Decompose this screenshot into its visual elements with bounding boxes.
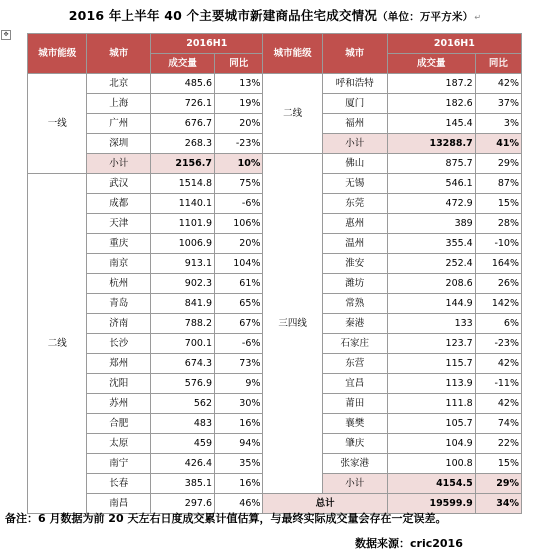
header-volume-right: 成交量 [387,54,475,74]
yoy-cell: 73% [215,354,263,374]
city-name: 长春 [87,474,151,494]
volume-cell: 841.9 [151,294,215,314]
city-name: 厦门 [322,94,387,114]
header-yoy-right: 同比 [475,54,521,74]
tier-label-tier1: 一线 [28,74,87,174]
volume-cell: 902.3 [151,274,215,294]
yoy-cell: 29% [475,154,521,174]
city-name: 张家港 [322,454,387,474]
tier-label-tier3: 三四线 [263,154,322,494]
title-unit: （单位：万平方米） [377,11,474,23]
city-name: 常熟 [322,294,387,314]
volume-cell: 913.1 [151,254,215,274]
city-name: 南宁 [87,454,151,474]
volume-cell: 100.8 [387,454,475,474]
subtotal-volume: 13288.7 [387,134,475,154]
data-source: 数据来源：cric2016 [355,537,463,550]
city-name: 武汉 [87,174,151,194]
volume-cell: 104.9 [387,434,475,454]
subtotal-yoy: 10% [215,154,263,174]
yoy-cell: 22% [475,434,521,454]
yoy-cell: 142% [475,294,521,314]
volume-cell: 252.4 [387,254,475,274]
city-name: 重庆 [87,234,151,254]
volume-cell: 208.6 [387,274,475,294]
yoy-cell: 164% [475,254,521,274]
city-name: 东营 [322,354,387,374]
volume-cell: 1006.9 [151,234,215,254]
subtotal-yoy: 29% [475,474,521,494]
volume-cell: 546.1 [387,174,475,194]
city-name: 肇庆 [322,434,387,454]
subtotal-yoy: 41% [475,134,521,154]
yoy-cell: 28% [475,214,521,234]
paragraph-mark-icon: ↵ [474,13,482,22]
volume-cell: 1101.9 [151,214,215,234]
subtotal-label: 小计 [322,134,387,154]
volume-cell: 875.7 [387,154,475,174]
total-volume: 19599.9 [387,494,475,514]
yoy-cell: -6% [215,334,263,354]
yoy-cell: 74% [475,414,521,434]
yoy-cell: -10% [475,234,521,254]
volume-cell: 576.9 [151,374,215,394]
header-city-left: 城市 [87,34,151,74]
volume-cell: 111.8 [387,394,475,414]
city-name: 北京 [87,74,151,94]
volume-cell: 676.7 [151,114,215,134]
volume-cell: 389 [387,214,475,234]
header-period-left: 2016H1 [151,34,263,54]
yoy-cell: 46% [215,494,263,514]
city-name: 东莞 [322,194,387,214]
city-name: 南昌 [87,494,151,514]
city-name: 佛山 [322,154,387,174]
volume-cell: 483 [151,414,215,434]
city-name: 惠州 [322,214,387,234]
table-row [28,74,522,94]
volume-cell: 182.6 [387,94,475,114]
total-yoy: 34% [475,494,521,514]
yoy-cell: 104% [215,254,263,274]
table-title [0,6,550,24]
header-yoy-left: 同比 [215,54,263,74]
city-name: 襄樊 [322,414,387,434]
volume-cell: 145.4 [387,114,475,134]
yoy-cell: 19% [215,94,263,114]
city-name: 长沙 [87,334,151,354]
yoy-cell: 20% [215,114,263,134]
yoy-cell: 20% [215,234,263,254]
volume-cell: 459 [151,434,215,454]
city-name: 呼和浩特 [322,74,387,94]
volume-cell: 123.7 [387,334,475,354]
yoy-cell: 61% [215,274,263,294]
total-label: 总计 [263,494,387,514]
volume-cell: 268.3 [151,134,215,154]
header-row-1 [28,34,522,54]
header-period-right: 2016H1 [387,34,521,54]
yoy-cell: -23% [475,334,521,354]
table-body [28,74,522,514]
city-name: 石家庄 [322,334,387,354]
volume-cell: 187.2 [387,74,475,94]
yoy-cell: 65% [215,294,263,314]
volume-cell: 144.9 [387,294,475,314]
city-name: 温州 [322,234,387,254]
header-tier-right: 城市能级 [263,34,322,74]
yoy-cell: 15% [475,194,521,214]
volume-cell: 1514.8 [151,174,215,194]
city-name: 秦港 [322,314,387,334]
volume-cell: 485.6 [151,74,215,94]
city-name: 沈阳 [87,374,151,394]
subtotal-volume: 4154.5 [387,474,475,494]
volume-cell: 133 [387,314,475,334]
yoy-cell: 94% [215,434,263,454]
volume-cell: 105.7 [387,414,475,434]
city-name: 青岛 [87,294,151,314]
footnote: 备注：6 月数据为前 20 天左右日度成交累计值估算，与最终实际成交量会存在一定误差。 [5,512,447,525]
city-name: 郑州 [87,354,151,374]
city-name: 济南 [87,314,151,334]
volume-cell: 385.1 [151,474,215,494]
yoy-cell: 35% [215,454,263,474]
yoy-cell: 42% [475,354,521,374]
tier-label-tier2-right: 二线 [263,74,322,154]
city-sales-table [27,33,522,514]
yoy-cell: -6% [215,194,263,214]
city-name: 广州 [87,114,151,134]
subtotal-label: 小计 [87,154,151,174]
volume-cell: 788.2 [151,314,215,334]
volume-cell: 700.1 [151,334,215,354]
volume-cell: 297.6 [151,494,215,514]
yoy-cell: 16% [215,414,263,434]
city-name: 宜昌 [322,374,387,394]
city-name: 苏州 [87,394,151,414]
yoy-cell: 13% [215,74,263,94]
yoy-cell: 26% [475,274,521,294]
table-anchor-icon[interactable]: ✥ [1,30,11,40]
table-row [28,154,522,174]
yoy-cell: 9% [215,374,263,394]
yoy-cell: 87% [475,174,521,194]
yoy-cell: -11% [475,374,521,394]
yoy-cell: 3% [475,114,521,134]
city-name: 太原 [87,434,151,454]
header-tier-left: 城市能级 [28,34,87,74]
yoy-cell: 42% [475,74,521,94]
city-name: 成都 [87,194,151,214]
volume-cell: 674.3 [151,354,215,374]
subtotal-volume: 2156.7 [151,154,215,174]
city-name: 深圳 [87,134,151,154]
city-name: 上海 [87,94,151,114]
city-name: 莆田 [322,394,387,414]
city-name: 淮安 [322,254,387,274]
yoy-cell: 67% [215,314,263,334]
city-name: 南京 [87,254,151,274]
yoy-cell: 16% [215,474,263,494]
yoy-cell: 37% [475,94,521,114]
volume-cell: 115.7 [387,354,475,374]
title-main: 2016 年上半年 40 个主要城市新建商品住宅成交情况 [68,8,378,23]
yoy-cell: 15% [475,454,521,474]
yoy-cell: 106% [215,214,263,234]
volume-cell: 562 [151,394,215,414]
header-volume-left: 成交量 [151,54,215,74]
volume-cell: 355.4 [387,234,475,254]
yoy-cell: 75% [215,174,263,194]
city-name: 合肥 [87,414,151,434]
city-name: 潍坊 [322,274,387,294]
city-name: 天津 [87,214,151,234]
header-city-right: 城市 [322,34,387,74]
yoy-cell: 30% [215,394,263,414]
yoy-cell: 42% [475,394,521,414]
subtotal-label: 小计 [322,474,387,494]
volume-cell: 1140.1 [151,194,215,214]
city-name: 无锡 [322,174,387,194]
yoy-cell: 6% [475,314,521,334]
volume-cell: 426.4 [151,454,215,474]
city-name: 杭州 [87,274,151,294]
volume-cell: 726.1 [151,94,215,114]
yoy-cell: -23% [215,134,263,154]
city-name: 福州 [322,114,387,134]
volume-cell: 113.9 [387,374,475,394]
volume-cell: 472.9 [387,194,475,214]
tier-label-tier2: 二线 [28,174,87,514]
